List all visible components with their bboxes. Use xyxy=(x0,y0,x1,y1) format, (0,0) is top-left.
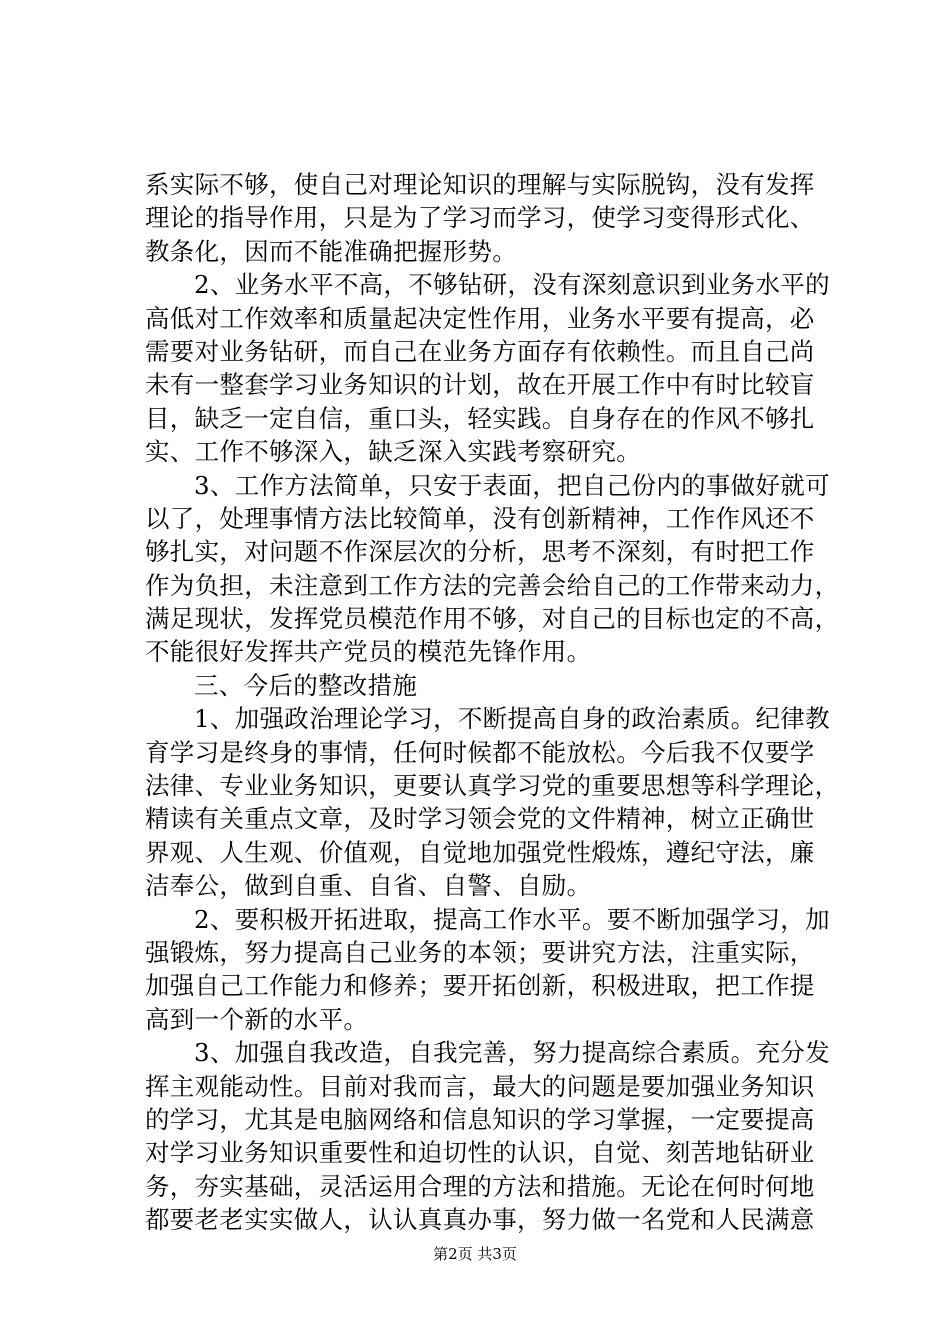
text-line: 法律、专业业务知识，更要认真学习党的重要思想等科学理论， xyxy=(145,771,840,801)
text-line: 强锻炼，努力提高自己业务的本领；要讲究方法，注重实际， xyxy=(145,937,815,967)
page-number-footer: 第2页 共3页 xyxy=(433,1245,517,1263)
text-line: 3、加强自我改造，自我完善，努力提高综合素质。充分发 xyxy=(194,1038,830,1068)
text-line: 满足现状，发挥党员模范作用不够，对自己的目标也定的不高， xyxy=(145,604,840,634)
text-line: 对学习业务知识重要性和迫切性的认识，自觉、刻苦地钻研业 xyxy=(145,1138,815,1168)
text-line: 目，缺乏一定自信，重口头，轻实践。自身存在的作风不够扎 xyxy=(145,403,815,433)
text-line: 需要对业务钻研，而自己在业务方面存有依赖性。而且自己尚 xyxy=(145,336,815,366)
text-line: 系实际不够，使自己对理论知识的理解与实际脱钩，没有发挥 xyxy=(145,170,815,199)
text-line: 务，夯实基础，灵活运用合理的方法和措施。无论在何时何地 xyxy=(145,1171,815,1201)
text-line: 未有一整套学习业务知识的计划，故在开展工作中有时比较盲 xyxy=(145,370,815,400)
text-line: 不能很好发挥共产党员的模范先锋作用。 xyxy=(145,637,592,667)
text-line: 1、加强政治理论学习，不断提高自身的政治素质。纪律教 xyxy=(194,704,830,734)
text-line: 2、业务水平不高，不够钻研，没有深刻意识到业务水平的 xyxy=(194,270,830,300)
text-line: 理论的指导作用，只是为了学习而学习，使学习变得形式化、 xyxy=(145,203,815,233)
text-line: 界观、人生观、价值观，自觉地加强党性煅炼，遵纪守法，廉 xyxy=(145,837,815,867)
text-line: 的学习，尤其是电脑网络和信息知识的学习掌握，一定要提高 xyxy=(145,1104,815,1134)
text-line: 洁奉公，做到自重、自省、自警、自励。 xyxy=(145,871,592,901)
text-line: 精读有关重点文章，及时学习领会党的文件精神，树立正确世 xyxy=(145,804,815,834)
text-line: 实、工作不够深入，缺乏深入实践考察研究。 xyxy=(145,437,641,467)
text-line: 作为负担，未注意到工作方法的完善会给自己的工作带来动力， xyxy=(145,570,840,600)
text-line: 育学习是终身的事情，任何时候都不能放松。今后我不仅要学 xyxy=(145,737,815,767)
text-line: 高低对工作效率和质量起决定性作用，业务水平要有提高，必 xyxy=(145,303,815,333)
text-line: 教条化，因而不能准确把握形势。 xyxy=(145,236,517,266)
text-line: 加强自己工作能力和修养；要开拓创新，积极进取，把工作提 xyxy=(145,971,815,1001)
text-line: 挥主观能动性。目前对我而言，最大的问题是要加强业务知识 xyxy=(145,1071,815,1101)
text-line: 都要老老实实做人，认认真真办事，努力做一名党和人民满意 xyxy=(145,1205,815,1235)
text-line: 3、工作方法简单，只安于表面，把自己份内的事做好就可 xyxy=(194,470,830,500)
text-line: 2、要积极开拓进取，提高工作水平。要不断加强学习，加 xyxy=(194,904,830,934)
text-line: 高到一个新的水平。 xyxy=(145,1004,369,1034)
document-body xyxy=(145,168,845,1237)
text-line: 以了，处理事情方法比较简单，没有创新精神，工作作风还不 xyxy=(145,503,815,533)
text-line: 够扎实，对问题不作深层次的分析，思考不深刻，有时把工作 xyxy=(145,537,815,567)
text-line: 三、今后的整改措施 xyxy=(194,670,418,700)
